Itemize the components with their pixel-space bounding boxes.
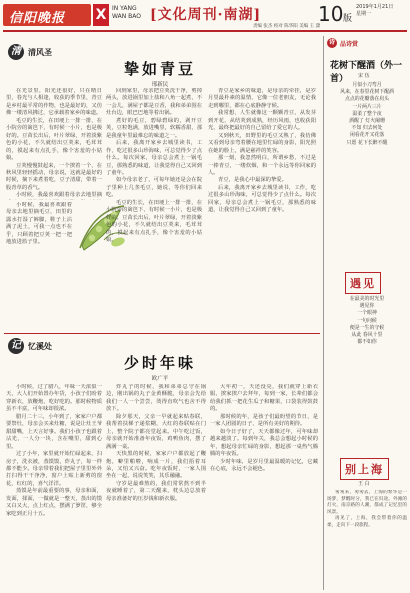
paragraph: 大年初一，天还没亮，我们就穿上新衣服，挨家挨户去拜年，每到一家，长辈们都会给我们抓一把花生瓜子和糖果，口袋装得鼓鼓的。 [210,384,318,413]
poem-1-title: 花树下醒酒（外一首） [330,61,403,84]
paragraph: 守岁是最难熬的，我们常常熬不到半夜就睡着了，第二天醒来，枕头边总放着母亲准备好的压岁钱和新衣服。 [106,480,206,502]
essay-author: 王 白 [358,481,370,487]
headline-1: 挚如青豆 [123,60,196,78]
poem-2-title: 遇见 [345,272,381,294]
column-header-1 [8,44,52,60]
paragraph: 小时候，我最喜欢跟着母亲去地里摘毛豆，田里的露水打湿了裤脚，鞋子上沾满了泥土，可我一点也不在乎，只顾着把豆荚一把一把地放进篮子里。 [6,202,72,246]
poem-line: 在最美的时光里 [349,296,385,302]
paragraph: 如今日子好了，天天都像过年，可年味却越来越淡了。每到年关，我总会想起小时候的年，想起母亲忙碌的身影，想起那一桌热气腾腾的年夜饭。 [210,428,318,458]
poem-line: 风来，在春里花树下醒酒 [340,89,394,96]
poem-1-body [327,82,407,147]
poem-line: 点点的花瓣落在肩头 [344,96,390,103]
paragraph: 又到秋天，田野里的毛豆又熟了，我仿佛又看到母亲弯着腰在地里忙碌的身影，阳光照在她的脸上，满是慈祥的笑容。 [208,132,316,154]
paragraph: 再见了，上海，我会带着你的温柔，走向下一段旅程。 [327,516,407,528]
paragraph: 豆荚慢慢鼓起来，一个挨着一个，在秋风里轻轻摇动，母亲说，这就是最好的时候，摘下来煮着吃，豆子清甜，带着一股青草的香气。 [6,162,102,191]
tag-1 [327,38,407,48]
poem-line: 温柔了整个夜 [352,110,382,117]
poem-line: 便是一生的守候 [349,324,385,331]
poem-line: 只愿 花下长醉不醒 [346,139,388,146]
paragraph: 蒸馍是年前最重要的事，母亲和面，发面，揉面，一做就是一整天，蒸出的馍又白又大，点上红点，摆满了箩筐，够全家吃到正月十五。 [6,488,102,517]
story1-column-c [208,88,316,330]
byline-1: 邢新民 [151,82,169,88]
column-badge-icon: 清 [8,44,24,60]
story1-column-b [106,88,202,330]
section-title: [文化周刊·南湖] [150,7,262,23]
yangwan-label [112,5,141,21]
headline-2: 少时年味 [123,354,196,372]
story1-column-a [6,88,102,200]
poem-line: 一片两片三片 [352,103,382,110]
page-number: 10 [318,2,344,26]
paragraph: 毛豆的生长，在田埂上一排一排，在小院旁的篱笆下，有时候一小片，也是极好的。豆苗长出后，叶片翠绿，开着淡紫色的小花，不久就结出豆荚来，毛茸茸的，摸起来有点扎手，像个害羞的小姑娘。 [106,199,202,244]
column-divider [323,36,324,590]
story1-column-a-cont [6,202,72,330]
poem-2-body [327,296,407,346]
story2-column-c [210,384,318,590]
paragraph: 除夕那天，父亲一早就起来贴春联，我帮着扶梯子递浆糊，大红的春联贴在门上，整个院子都亮堂起来。中午吃过饭，母亲就开始准备年夜饭，鸡鸭鱼肉，摆了满满一桌。 [106,413,206,450]
story2-column-a [6,384,102,590]
poetry-section-tag [327,38,407,48]
paragraph: 过了小年，家里就开始忙碌起来，扫房子，洗衣被，蒸馍馍，炸丸子，每一样都不能少。母亲带着我们把屋子里里外外打扫得干干净净，窗户上贴上新剪的窗花，红红的，喜气洋洋。 [6,451,102,487]
yangwan-line-1: IN YANG [112,5,137,12]
column-name-2: 忆溪处 [28,340,52,351]
poem-line: 一个眼神 [357,310,377,317]
editors-line: 责编 张杰 校对 陈华阳 美编 王 潇 [253,24,321,29]
paragraph: 后来，我离开家乡去城里读书，工作，吃过很多山珍海味，可总觉得少了点什么。每次回家，母亲总会煮上一锅毛豆，那熟悉的味道，让我觉得自己又回到了童年。 [106,140,202,176]
poem-line: 月似小刀弯月 [352,82,382,88]
paragraph: 青豆是家乡的味道，是母亲的牵挂，是岁月里最朴素的温情，它像一位老朋友，无论我走到哪里，都在心底静静守候。 [208,88,316,109]
paragraph: 天快黑的时候，家家户户都放起了鞭炮，噼里啪啦，响成一片，我们捂着耳朵，又怕又兴奋。吃年夜饭时，一家人围坐在一起，说说笑笑，其乐融融。 [106,451,206,480]
issue-date [356,4,393,18]
paragraph: 腊月二十三，小年到了，家家户户都要祭灶，母亲会买来灶糖，说是让灶王爷甜甜嘴，上天言好事。我们小孩子也跟着沾光，一人分一块，含在嘴里，甜到心里。 [6,413,102,450]
paragraph: 后来，我离开家乡去城里读书，工作，吃过很多山珍海味，可总觉得少了点什么。每次回家，母亲总会煮上一锅毛豆，那熟悉的味道，让我觉得自己又回到了童年。 [208,184,316,214]
paragraph: 青豆，是我心中最深的挚爱。 [218,177,287,184]
column-name-1: 清风圣 [28,46,52,57]
paragraph: 少时年味，是岁月里最温暖的记忆，它藏在心底，永远不会褪色。 [210,458,318,472]
paragraph: 那一刻，我忽然明白，所谓乡愁，不过是一捧青豆，一缕炊烟，和一个永远等你回家的人。 [208,155,316,176]
paragraph: 那时候的年，是孩子们最盼望的节日，是一家人团圆的日子，是所有美好的期待。 [210,413,318,428]
paragraph: 煮好的毛豆，碧绿碧绿的，剥开豆荚，豆粒饱满，放进嘴里，软糯香甜，那是我童年里最难忘的味道之一。 [106,117,202,139]
paragraph: 小时候，过了腊八，年味一天浓似一天，大人们开始置办年货，小孩子们盼着穿新衣，放鞭炮，吃好吃的。那时候物质虽不丰富，可年味却很浓。 [6,384,102,413]
poem-1-author: 宋 伍 [358,73,370,79]
paragraph: 回到家里，母亲把豆荚洗干净，剪掉两头，放进锅里加上盐和八角一起煮，不一会儿，满屋子都是豆香，我和弟弟围在灶台边，眼巴巴地等着出锅。 [106,88,202,117]
yangwan-line-2: WAN BAO [112,13,141,20]
paragraph: 在光景里，阳光还很好，只在晴日里，春光与人相逢，收获的季节里，青豆是乡村最平常的作物，也是最好的，又仿佛一缕清风拂过，它承载着家乡的味道。 [6,88,102,117]
column-header-2 [8,338,52,354]
poem-line: 遇见你 [359,303,375,310]
paragraph: 如今母亲老了，可每年她还是会在院子里种上几垄毛豆，她说，等你们回来吃。 [106,177,202,199]
tag-1-label: 品诗赏 [340,40,359,48]
essay-title: 别上海 [340,458,389,480]
byline-2: 欧广平 [151,376,169,382]
poem-line: 酒醒了 灯火阑珊 [349,118,385,125]
logo-text: 信阳晚报 [9,11,66,26]
date-line-1: 2019年1月21日 [356,4,394,10]
paragraph: 炸丸子的时候，我和弟弟总守在锅边，刚出锅的丸子金黄酥脆，母亲会先给我们一人一个尝尝，烫得直吹气也舍不得放下。 [106,384,206,413]
poem-line: 一句问候 [357,317,377,324]
newspaper-logo [3,4,91,26]
paragraph: 毛豆的生长，在田埂上一排一排，在小院旁的篱笆下，有时候一小片，也是极好的。豆苗长出后，叶片翠绿，开着淡紫色的小花，不久就结出豆荚来，毛茸茸的，摸起来有点扎手，像个害羞的小姑娘。 [6,117,102,162]
poetry-tag-icon: 诗 [328,39,335,46]
masthead-rule [3,30,407,32]
poem-line: 从此 春风十里 [351,332,383,339]
paragraph: 匆匆来，匆匆去，上海的繁华是一场梦，梦醒时分，我已在归途。外滩的灯火，南京路的人潮，都成了记忆里的风景。 [327,490,407,515]
story2-column-b [106,384,206,590]
story-separator [4,333,320,334]
page-suffix: 版 [343,14,353,24]
date-line-2: 星期一 [356,11,372,17]
paragraph: 我常想，人生就像这一颗颗青豆，从发芽到开花，从结荚到成熟，经历风雨，也收获阳光，最终把最好的自己留给了爱它的人。 [208,110,316,132]
masthead [0,0,410,34]
paragraph: 小时候，我最喜欢跟着母亲去地里摘 [16,192,102,199]
x-logo-mark: X [93,4,109,26]
poem-line: 闲看花开又花落 [349,132,385,139]
poem-line: 都不如你 [357,339,377,346]
column-badge-icon: 记 [8,338,24,354]
essay-body [327,490,407,590]
poem-line: 不知 归去何处 [351,125,383,132]
